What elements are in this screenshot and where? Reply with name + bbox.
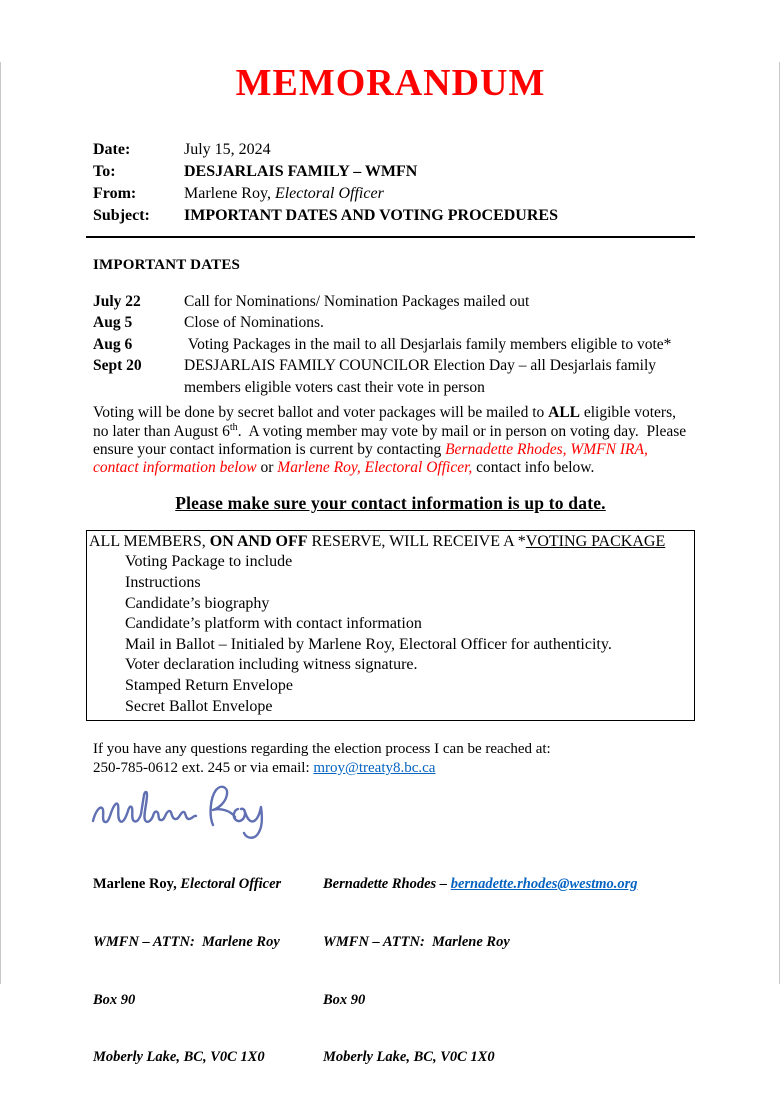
memo-subject-row [93, 205, 688, 227]
memo-to-row [93, 161, 688, 183]
voting-procedure-paragraph: Voting will be done by secret ballot and voter packages will be mailed to ALL eligible voters, no later than August 6th. A voting member may vote by mail or in person on voting day. Please ensure your contact information is current by contacting Bernadette Rhodes, WMFN IRA, contact information below or Marlene Roy, Electoral Officer, contact info below. [93, 404, 690, 477]
from-label: From: [93, 184, 137, 202]
footer-right-line4: Moberly Lake, BC, V0C 1X0 [323, 1049, 495, 1066]
memo-from-row [93, 183, 688, 205]
questions-contact-paragraph: If you have any questions regarding the election process I can be reached at: 250-785-0612 ext. 245 or via email: mroy@treaty8.bc.ca [93, 741, 551, 776]
signature-image [89, 780, 688, 838]
package-item: Secret Ballot Envelope [125, 697, 273, 715]
all-emphasis: ALL [548, 404, 580, 422]
important-dates-list [93, 291, 688, 399]
marlene-roy-emphasis: Marlene Roy, Electoral Officer, [277, 459, 473, 477]
memo-date-row [93, 139, 688, 161]
email-link[interactable]: mroy@treaty8.bc.ca [313, 759, 436, 776]
package-item: Candidate’s platform with contact information [125, 615, 422, 633]
package-item: Instructions [125, 574, 201, 591]
date-cell: Sept 20 [93, 357, 142, 375]
on-and-off-emphasis: ON AND OFF [209, 532, 308, 550]
package-item: Mail in Ballot – Initialed by Marlene Roy, Electoral Officer for authenticity. [125, 635, 612, 653]
date-desc: Close of Nominations. [184, 314, 324, 332]
footer-right-line1: Bernadette Rhodes – bernadette.rhodes@westmo.org [323, 875, 638, 892]
date-desc: Voting Packages in the mail to all Desjarlais family members eligible to vote* [184, 335, 672, 353]
package-item: Stamped Return Envelope [125, 676, 293, 694]
bernadette-rhodes-emphasis: Bernadette Rhodes, WMFN IRA, contact information below [93, 441, 652, 477]
from-role-italic: Electoral Officer [274, 184, 384, 202]
date-desc: DESJARLAIS FAMILY COUNCILOR Election Day – all Desjarlais family members eligible voters cast their vote in person [184, 357, 660, 396]
important-dates-heading: IMPORTANT DATES [93, 256, 241, 273]
date-label: Date: [93, 140, 131, 158]
date-desc: Call for Nominations/ Nomination Packages mailed out [184, 292, 530, 310]
date-cell: July 22 [93, 292, 141, 310]
ordinal-superscript: th [229, 421, 238, 433]
date-row [93, 334, 688, 356]
date-cell: Aug 6 [93, 335, 133, 353]
date-row [93, 312, 688, 334]
footer-left-line1: Marlene Roy, Electoral Officer [93, 875, 282, 892]
package-item: Voting Package to include [125, 553, 293, 571]
footer-left-line3: Box 90 [93, 991, 136, 1008]
date-row [93, 355, 688, 398]
footer-left-column [93, 836, 323, 1106]
package-item: Voter declaration including witness signature. [125, 656, 418, 674]
memo-page [0, 62, 780, 1066]
date-row [93, 291, 688, 313]
header-divider [86, 236, 695, 238]
signature-ink-strokes [89, 780, 289, 842]
footer-contact-columns [93, 836, 688, 1106]
footer-right-line3: Box 90 [323, 991, 366, 1008]
voting-package-underlined: VOTING PACKAGE [525, 532, 666, 550]
from-value: Marlene Roy, Electoral Officer [184, 184, 384, 202]
to-label: To: [93, 162, 116, 180]
bernadette-email-link[interactable]: bernadette.rhodes@westmo.org [450, 875, 638, 892]
footer-right-column [323, 836, 688, 1106]
date-cell: Aug 5 [93, 314, 133, 332]
footer-left-line2: WMFN – ATTN: Marlene Roy [93, 933, 280, 950]
package-item: Candidate’s biography [125, 594, 270, 612]
footer-left-line4: Moberly Lake, BC, V0C 1X0 [93, 1049, 265, 1066]
footer-right-line2: WMFN – ATTN: Marlene Roy [323, 933, 510, 950]
voting-package-box [86, 530, 695, 721]
memo-header-block [93, 139, 688, 227]
to-value: DESJARLAIS FAMILY – WMFN [184, 162, 418, 180]
subject-value: IMPORTANT DATES AND VOTING PROCEDURES [184, 206, 558, 224]
page-title: MEMORANDUM [235, 62, 546, 104]
subject-label: Subject: [93, 206, 150, 224]
contact-info-notice: Please make sure your contact information is up to date. [175, 492, 606, 513]
voting-package-header: ALL MEMBERS, ON AND OFF RESERVE, WILL RECEIVE A *VOTING PACKAGE [89, 532, 666, 550]
date-value: July 15, 2024 [184, 140, 271, 158]
